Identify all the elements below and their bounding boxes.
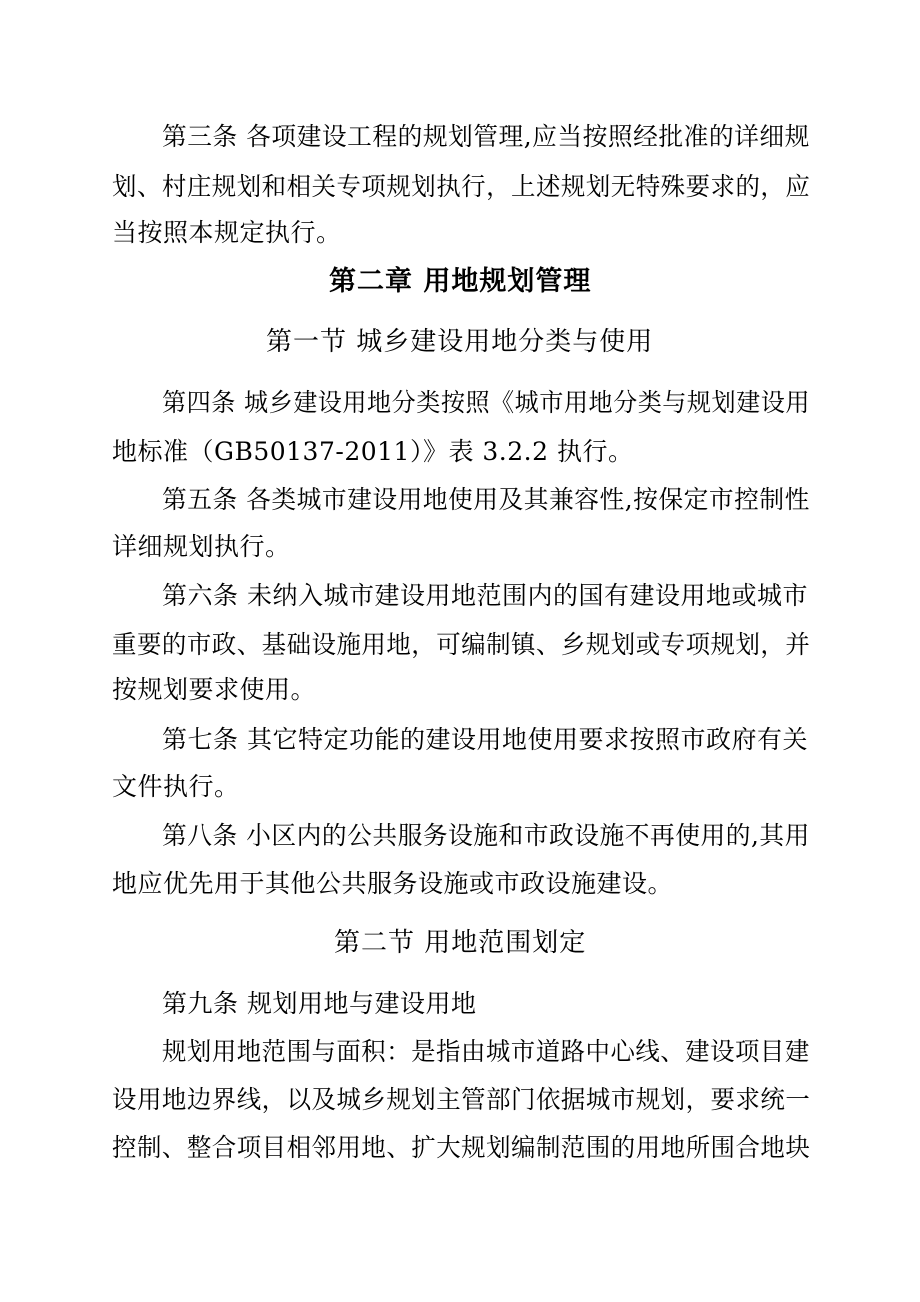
article-8-text: 地应优先用于其他公共服务设施或市政设施建设。 xyxy=(112,869,674,898)
article-7-text: 文件执行。 xyxy=(112,772,240,801)
definition-line-2 xyxy=(0,1080,920,1120)
article-6-line-2 xyxy=(0,625,920,665)
article-7-line-2 xyxy=(0,767,920,807)
article-9-heading-line xyxy=(0,984,920,1024)
definition-line-1 xyxy=(0,1032,920,1072)
definition-text: 控制、整合项目相邻用地、扩大规划编制范围的用地所围合地块 xyxy=(112,1133,811,1162)
definition-text: 设用地边界线，以及城乡规划主管部门依据城市规划，要求统一 xyxy=(112,1085,811,1114)
article-5-line-2 xyxy=(0,527,920,567)
section-title: 第二节 用地范围划定 xyxy=(334,928,587,958)
article-3-text: 当按照本规定执行。 xyxy=(112,218,342,247)
article-5-line-1 xyxy=(0,480,920,520)
article-3-text: 划、村庄规划和相关专项规划执行，上述规划无特殊要求的，应 xyxy=(112,172,811,201)
definition-line-3 xyxy=(0,1128,920,1168)
chapter-2-heading xyxy=(0,262,920,302)
article-4-line-2 xyxy=(0,432,920,472)
article-8-line-1 xyxy=(0,816,920,856)
article-7-line-1 xyxy=(0,720,920,760)
article-6-text: 按规划要求使用。 xyxy=(112,675,317,704)
article-8-line-2 xyxy=(0,864,920,904)
definition-text: 规划用地范围与面积：是指由城市道路中心线、建设项目建 xyxy=(162,1037,810,1066)
section-title: 第一节 城乡建设用地分类与使用 xyxy=(266,327,654,357)
article-3-line-3 xyxy=(0,213,920,253)
article-7-text: 第七条 其它特定功能的建设用地使用要求按照市政府有关 xyxy=(162,725,808,754)
article-4-text: 地标准（GB50137-2011）》表 3.2.2 执行。 xyxy=(112,437,634,466)
article-6-text: 重要的市政、基础设施用地，可编制镇、乡规划或专项规划，并 xyxy=(112,630,811,659)
article-3-text: 第三条 各项建设工程的规划管理,应当按照经批准的详细规 xyxy=(162,122,810,151)
article-6-line-3 xyxy=(0,670,920,710)
section-1-heading xyxy=(0,322,920,362)
article-5-text: 第五条 各类城市建设用地使用及其兼容性,按保定市控制性 xyxy=(162,485,810,514)
article-4-line-1 xyxy=(0,383,920,423)
article-8-text: 第八条 小区内的公共服务设施和市政设施不再使用的,其用 xyxy=(162,821,810,850)
chapter-title: 第二章 用地规划管理 xyxy=(329,266,592,297)
article-6-line-1 xyxy=(0,576,920,616)
article-4-text: 第四条 城乡建设用地分类按照《城市用地分类与规划建设用 xyxy=(162,388,810,417)
article-3-line-1 xyxy=(0,117,920,157)
section-2-heading xyxy=(0,923,920,963)
article-3-line-2 xyxy=(0,167,920,207)
article-9-text: 第九条 规划用地与建设用地 xyxy=(162,989,477,1018)
article-5-text: 详细规划执行。 xyxy=(112,532,291,561)
article-6-text: 第六条 未纳入城市建设用地范围内的国有建设用地或城市 xyxy=(162,581,808,610)
